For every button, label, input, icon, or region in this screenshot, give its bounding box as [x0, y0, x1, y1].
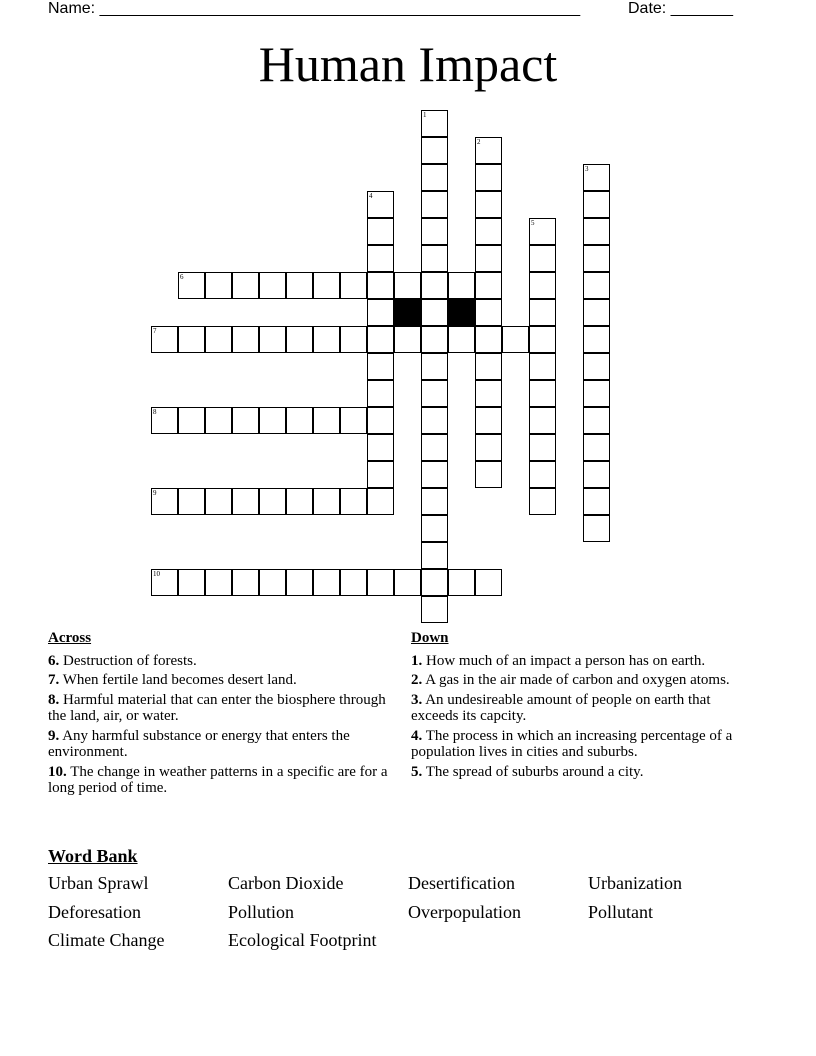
- grid-cell[interactable]: [232, 569, 259, 596]
- clue-down-3: 3. An undesireable amount of people on earth that exceeds its capcity.: [411, 691, 711, 724]
- page-title: Human Impact: [258, 36, 558, 92]
- grid-cell[interactable]: [475, 569, 502, 596]
- grid-cell[interactable]: [475, 299, 502, 326]
- grid-cell[interactable]: [232, 488, 259, 515]
- grid-cell[interactable]: [529, 326, 556, 353]
- grid-cell[interactable]: [421, 542, 448, 569]
- grid-cell[interactable]: [475, 353, 502, 380]
- grid-cell[interactable]: [475, 218, 502, 245]
- grid-cell[interactable]: [259, 488, 286, 515]
- grid-cell[interactable]: [448, 569, 475, 596]
- grid-cell[interactable]: [529, 461, 556, 488]
- grid-cell[interactable]: [205, 407, 232, 434]
- clue-across-6: 6. Destruction of forests.: [48, 652, 197, 669]
- clue-number-7: 7: [153, 327, 157, 335]
- word-bank-item: Deforesation: [48, 901, 141, 922]
- grid-cell[interactable]: [205, 272, 232, 299]
- word-bank: [48, 846, 768, 951]
- down-heading: Down: [411, 630, 449, 646]
- grid-cell[interactable]: [205, 488, 232, 515]
- grid-cell[interactable]: [529, 407, 556, 434]
- black-cell: [394, 299, 421, 326]
- grid-cell[interactable]: [583, 515, 610, 542]
- grid-cell[interactable]: [583, 245, 610, 272]
- grid-cell[interactable]: [259, 326, 286, 353]
- grid-cell[interactable]: [367, 272, 394, 299]
- word-bank-item: Urban Sprawl: [48, 873, 149, 893]
- grid-cell[interactable]: [583, 218, 610, 245]
- grid-cell[interactable]: [367, 326, 394, 353]
- grid-cell[interactable]: [286, 569, 313, 596]
- grid-cell[interactable]: [448, 326, 475, 353]
- grid-cell[interactable]: [205, 326, 232, 353]
- grid-cell[interactable]: [205, 569, 232, 596]
- grid-cell[interactable]: [259, 407, 286, 434]
- clue-number-6: 6: [180, 273, 184, 281]
- grid-cell[interactable]: [313, 326, 340, 353]
- clue-number-10: 10: [153, 570, 160, 578]
- clue-down-5: 5. The spread of suburbs around a city.: [411, 763, 644, 780]
- name-field[interactable]: Name: ______________________________________________________: [48, 0, 581, 17]
- clue-across-9: 9. Any harmful substance or energy that enters the environment.: [48, 727, 350, 760]
- clue-across-10: 10. The change in weather patterns in a specific are for a long period of time.: [48, 763, 388, 796]
- grid-cell[interactable]: [583, 272, 610, 299]
- grid-cell[interactable]: [178, 569, 205, 596]
- grid-cell[interactable]: [475, 434, 502, 461]
- clue-number-8: 8: [153, 408, 157, 416]
- grid-cell[interactable]: [178, 488, 205, 515]
- grid-cell[interactable]: [367, 461, 394, 488]
- grid-cell[interactable]: [286, 326, 313, 353]
- grid-cell[interactable]: [421, 380, 448, 407]
- grid-cell[interactable]: [286, 272, 313, 299]
- grid-cell[interactable]: [529, 245, 556, 272]
- grid-cell[interactable]: [421, 326, 448, 353]
- grid-cell[interactable]: [583, 407, 610, 434]
- word-bank-item: Ecological Footprint: [228, 930, 377, 950]
- grid-cell[interactable]: [421, 137, 448, 164]
- grid-cell[interactable]: [340, 272, 367, 299]
- grid-cell[interactable]: [421, 569, 448, 596]
- grid-cell[interactable]: [583, 434, 610, 461]
- grid-cell[interactable]: [313, 488, 340, 515]
- clue-number-2: 2: [477, 138, 481, 146]
- grid-cell[interactable]: [529, 488, 556, 515]
- word-bank-heading: Word Bank: [48, 846, 138, 866]
- grid-cell[interactable]: [367, 434, 394, 461]
- word-bank-item: Carbon Dioxide: [228, 873, 344, 893]
- grid-cell[interactable]: [421, 164, 448, 191]
- grid-cell[interactable]: [475, 461, 502, 488]
- grid-cell[interactable]: [502, 326, 529, 353]
- clue-across-8: 8. Harmful material that can enter the biosphere through the land, air, or water.: [48, 691, 386, 724]
- grid-cell[interactable]: [421, 515, 448, 542]
- grid-cell[interactable]: [448, 272, 475, 299]
- grid-cell[interactable]: [232, 272, 259, 299]
- grid-cell[interactable]: [583, 353, 610, 380]
- grid-cell[interactable]: [475, 164, 502, 191]
- clue-down-2: 2. A gas in the air made of carbon and oxygen atoms.: [411, 672, 730, 688]
- grid-cell[interactable]: [421, 353, 448, 380]
- grid-cell[interactable]: [394, 272, 421, 299]
- grid-cell[interactable]: [367, 299, 394, 326]
- grid-cell[interactable]: [421, 434, 448, 461]
- grid-cell[interactable]: [583, 326, 610, 353]
- grid-cell[interactable]: [232, 326, 259, 353]
- grid-cell[interactable]: [583, 461, 610, 488]
- clue-down-1: 1. How much of an impact a person has on earth.: [411, 652, 706, 669]
- clue-number-3: 3: [585, 165, 589, 173]
- grid-cell[interactable]: [583, 299, 610, 326]
- grid-cell[interactable]: [232, 407, 259, 434]
- grid-cell[interactable]: [475, 407, 502, 434]
- grid-cell[interactable]: [286, 488, 313, 515]
- grid-cell[interactable]: [367, 218, 394, 245]
- grid-cell[interactable]: [367, 407, 394, 434]
- grid-cell[interactable]: [475, 245, 502, 272]
- grid-cell[interactable]: [178, 407, 205, 434]
- clue-down-4: 4. The process in which an increasing percentage of a population lives in cities and suburbs.: [411, 727, 733, 760]
- clue-number-4: 4: [369, 192, 373, 200]
- grid-cell[interactable]: [583, 380, 610, 407]
- across-clues: [48, 630, 388, 800]
- grid-cell[interactable]: [394, 569, 421, 596]
- grid-cell[interactable]: [421, 299, 448, 326]
- grid-cell[interactable]: [421, 596, 448, 623]
- clue-across-7: 7. When fertile land becomes desert land.: [48, 672, 297, 688]
- grid-cell[interactable]: [583, 488, 610, 515]
- date-field[interactable]: Date: _______: [628, 0, 733, 17]
- grid-cell[interactable]: [367, 353, 394, 380]
- grid-cell[interactable]: [529, 434, 556, 461]
- grid-cell[interactable]: [367, 245, 394, 272]
- grid-cell[interactable]: [340, 407, 367, 434]
- grid-cell[interactable]: [475, 326, 502, 353]
- grid-cell[interactable]: [529, 272, 556, 299]
- grid-cell[interactable]: [367, 569, 394, 596]
- word-bank-item: Pollutant: [588, 901, 654, 922]
- word-bank-item: Climate Change: [48, 930, 165, 950]
- black-cell: [448, 299, 475, 326]
- grid-cell[interactable]: [475, 191, 502, 218]
- grid-cell[interactable]: [259, 272, 286, 299]
- grid-cell[interactable]: [313, 272, 340, 299]
- grid-cell[interactable]: [421, 191, 448, 218]
- grid-cell[interactable]: [313, 569, 340, 596]
- grid-cell[interactable]: [421, 218, 448, 245]
- grid-cell[interactable]: [529, 299, 556, 326]
- grid-cell[interactable]: [529, 380, 556, 407]
- down-clues: [411, 630, 761, 783]
- grid-cell[interactable]: [421, 488, 448, 515]
- grid-cell[interactable]: [421, 407, 448, 434]
- word-bank-item: Desertification: [408, 873, 515, 893]
- grid-cell[interactable]: [178, 326, 205, 353]
- grid-cell[interactable]: [421, 245, 448, 272]
- grid-cell[interactable]: [421, 272, 448, 299]
- word-bank-item: Overpopulation: [408, 901, 521, 922]
- clue-number-9: 9: [153, 489, 157, 497]
- clue-number-5: 5: [531, 219, 535, 227]
- word-bank-item: Pollution: [228, 901, 295, 922]
- grid-cell[interactable]: [286, 407, 313, 434]
- clue-number-1: 1: [423, 111, 427, 119]
- grid-cell[interactable]: [583, 191, 610, 218]
- across-heading: Across: [48, 630, 92, 646]
- grid-cell[interactable]: [529, 353, 556, 380]
- grid-cell[interactable]: [475, 380, 502, 407]
- grid-cell[interactable]: [340, 569, 367, 596]
- grid-cell[interactable]: [394, 326, 421, 353]
- grid-cell[interactable]: [259, 569, 286, 596]
- grid-cell[interactable]: [340, 488, 367, 515]
- grid-cell[interactable]: [421, 461, 448, 488]
- word-bank-item: Urbanization: [588, 873, 682, 893]
- grid-cell[interactable]: [367, 380, 394, 407]
- grid-cell[interactable]: [367, 488, 394, 515]
- grid-cell[interactable]: [313, 407, 340, 434]
- word-bank-list: [48, 873, 768, 951]
- grid-cell[interactable]: [340, 326, 367, 353]
- grid-cell[interactable]: [475, 272, 502, 299]
